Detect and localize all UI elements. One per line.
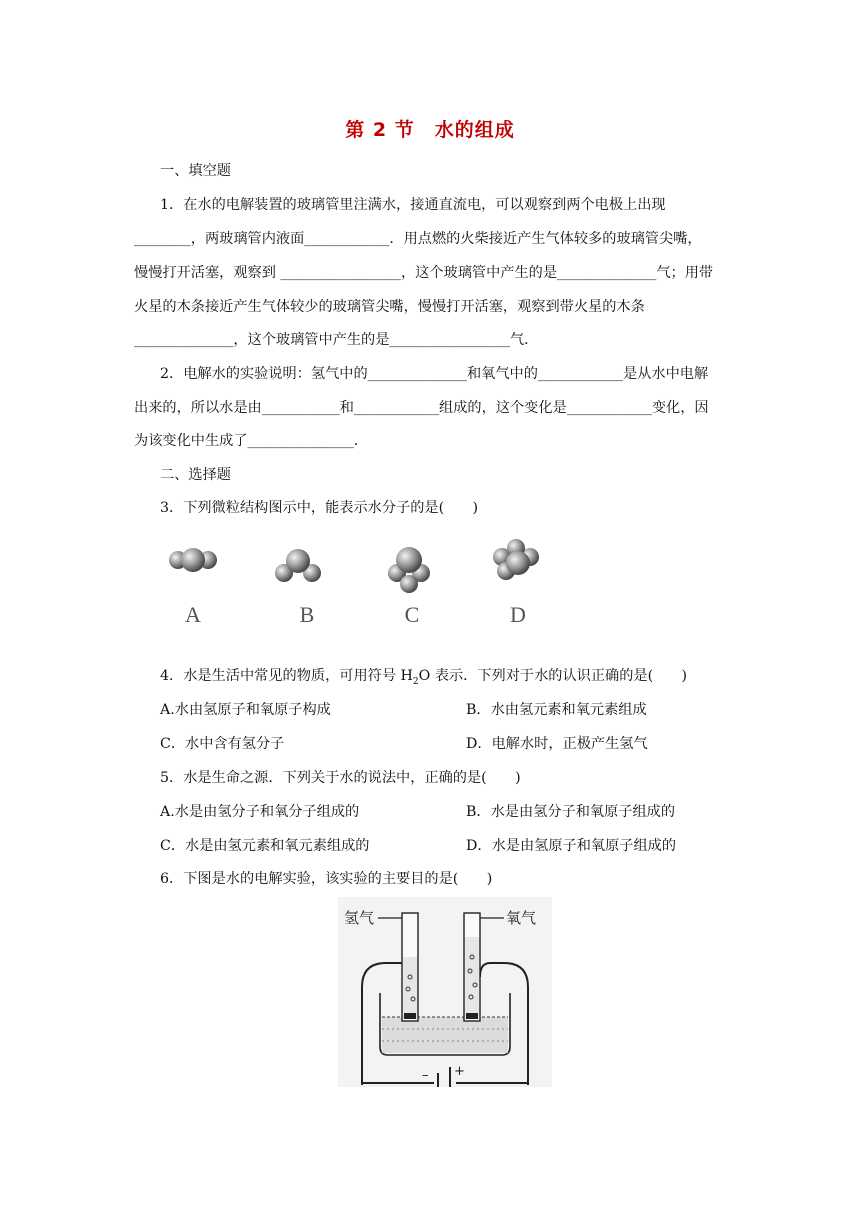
battery-minus: –: [422, 1068, 429, 1083]
q1-line-2: ________，两玻璃管内液面____________．用点燃的火柴接近产生气体较多的玻璃管尖嘴，: [134, 231, 702, 247]
q5-option-a: A.水是由氢分子和氧分子组成的: [160, 804, 360, 820]
q4-option-a: A.水由氢原子和氧原子构成: [160, 702, 331, 718]
q2-line-3: 为该变化中生成了_______________．: [134, 433, 369, 449]
q1-line-3: 慢慢打开活塞，观察到 _________________，这个玻璃管中产生的是______________气；用带: [134, 265, 714, 281]
q4-option-c: C．水中含有氢分子: [160, 736, 285, 752]
option-label-b: B: [299, 602, 315, 627]
q2-line-1: 2．电解水的实验说明：氢气中的______________和氧气中的____________是从水中电解: [160, 366, 709, 382]
q4-option-b: B．水由氢元素和氧元素组成: [466, 702, 647, 718]
label-oxygen: 氧气: [506, 909, 537, 927]
q1-line-1: 1．在水的电解装置的玻璃管里注满水，接通直流电，可以观察到两个电极上出现: [160, 197, 666, 213]
molecule-a-icon: [169, 548, 217, 572]
section-fill-in: 一、填空题: [160, 163, 231, 179]
q5-option-b: B．水是由氢分子和氧原子组成的: [466, 804, 676, 820]
q2-line-2: 出来的，所以水是由___________和____________组成的，这个变化是____________变化，因: [134, 400, 709, 416]
q5-option-d: D．水是由氢原子和氧原子组成的: [466, 838, 677, 854]
q4-option-d: D．电解水时，正极产生氢气: [466, 736, 648, 752]
q3-stem: 3．下列微粒结构图示中，能表示水分子的是( ): [160, 500, 479, 516]
molecule-c-icon: [388, 547, 430, 593]
q5-option-c: C．水是由氢元素和氧元素组成的: [160, 838, 370, 854]
option-label-d: D: [510, 602, 526, 627]
section-choice: 二、选择题: [160, 467, 231, 483]
option-label-c: C: [404, 602, 420, 627]
q5-stem: 5．水是生命之源．下列关于水的说法中，正确的是( ): [160, 770, 521, 786]
option-label-a: A: [185, 602, 201, 627]
q4-stem: 4．水是生活中常见的物质，可用符号 $H_2O$ 表示．下列对于水的认识正确的是( ): [160, 668, 688, 687]
q1-line-5: ______________，这个玻璃管中产生的是_________________气．: [134, 332, 539, 348]
molecule-figure: [150, 535, 570, 635]
label-hydrogen: 氢气: [344, 909, 375, 927]
battery-plus: +: [454, 1064, 465, 1079]
electrolysis-figure: [338, 897, 552, 1087]
q6-stem: 6．下图是水的电解实验，该实验的主要目的是( ): [160, 871, 493, 887]
page-title: 第 2 节 水的组成: [345, 119, 515, 141]
molecule-b-icon: [275, 549, 321, 582]
molecule-d-icon: [493, 539, 539, 580]
q1-line-4: 火星的木条接近产生气体较少的玻璃管尖嘴，慢慢打开活塞，观察到带火星的木条: [134, 299, 645, 315]
